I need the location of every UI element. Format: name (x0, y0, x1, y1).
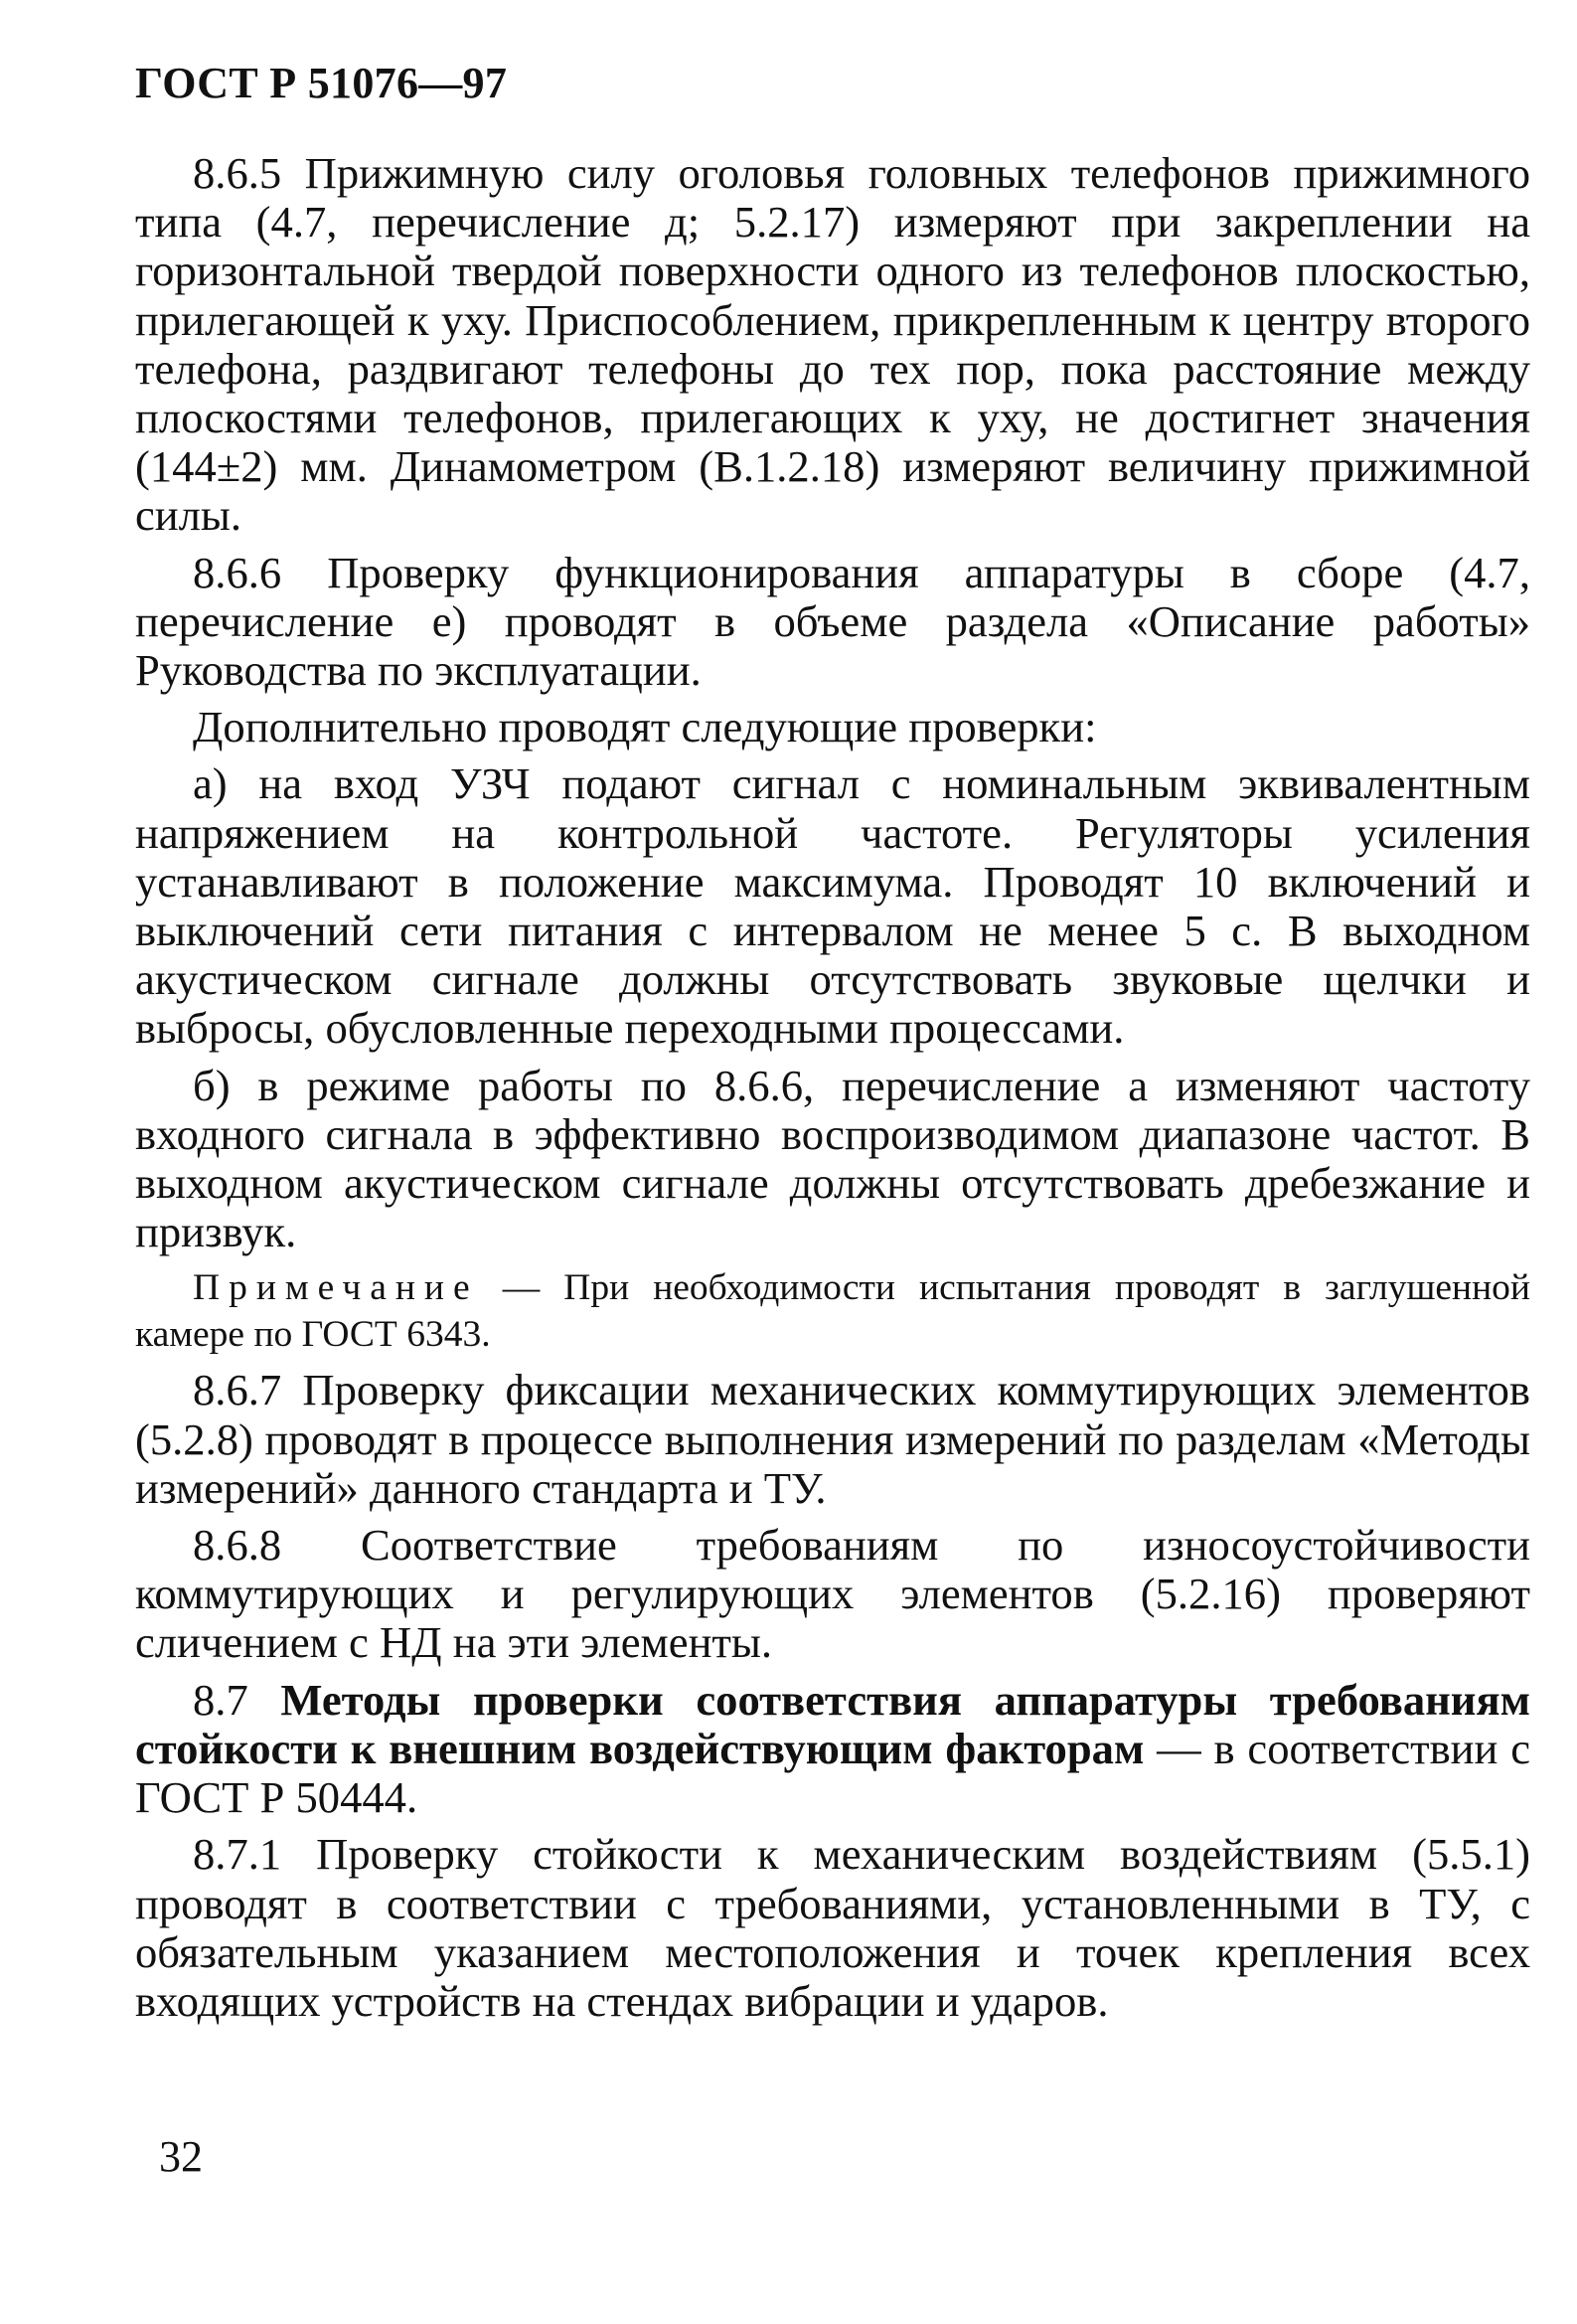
note (135, 1264, 1530, 1358)
standard-header: ГОСТ Р 51076—97 (135, 59, 508, 107)
paragraph-8-7-1: 8.7.1 Проверку стойкости к механическим воздействиям (5.5.1) проводят в соответствии с требованиями, установленными в ТУ, с обязательным указанием местоположения и точек крепления всех входящих устройств на стендах вибрации и ударов. (135, 1829, 1530, 2026)
note-label: Примечание (193, 1267, 479, 1309)
paragraph-8-6-8: 8.6.8 Соответствие требованиям по износоустойчивости коммутирующих и регулирующих элементов (5.2.16) проверяют сличением с НД на эти элементы. (135, 1520, 1530, 1668)
section-heading: Методы проверки соответствия аппаратуры требованиям стойкости к внешним воздействующим факторам (135, 1674, 1531, 1773)
paragraph-8-6-7: 8.6.7 Проверку фиксации механических коммутирующих элементов (5.2.8) проводят в процессе выполнения измерений по разделам «Методы измерений» данного стандарта и ТУ. (135, 1365, 1530, 1513)
paragraph-8-7 (135, 1676, 1530, 1823)
document-body (135, 149, 1530, 2026)
paragraph-check-b: б) в режиме работы по 8.6.6, перечисление а изменяют частоту входного сигнала в эффективно воспроизводимом диапазоне частот. В выходном акустическом сигнале должны отсутствовать дребезжание и призвук. (135, 1060, 1530, 1257)
paragraph-8-6-6: 8.6.6 Проверку функционирования аппаратуры в сборе (4.7, перечисление е) проводят в объеме раздела «Описание работы» Руководства по эксплуатации. (135, 547, 1530, 696)
paragraph-check-a: а) на вход УЗЧ подают сигнал с номинальным эквивалентным напряжением на контрольной частоте. Регуляторы усиления устанавливают в положение максимума. Проводят 10 включений и выключений сети питания с интервалом не менее 5 с. В выходном акустическом сигнале должны отсутствовать звуковые щелчки и выбросы, обусловленные переходными процессами. (135, 758, 1530, 1054)
paragraph-8-6-5: 8.6.5 Прижимную силу оголовья головных телефонов прижимного типа (4.7, перечисление д; 5.2.17) измеряют при закреплении на горизонтальной твердой поверхности одного из телефонов плоскостью, прилегающей к уху. Приспособлением, прикрепленным к центру второго телефона, раздвигают телефоны до тех пор, пока расстояние между плоскостями телефонов, прилегающих к уху, не достигнет значения (144±2) мм. Динамометром (В.1.2.18) измеряют величину прижимной силы. (135, 148, 1530, 541)
paragraph-additional-checks: Дополнительно проводят следующие проверки: (193, 702, 1097, 752)
page-number: 32 (159, 2132, 203, 2181)
section-heading-continuation: — в соответствии с ГОСТ Р 50444. (135, 1723, 1530, 1823)
section-number: 8.7 (193, 1674, 281, 1725)
note-text: — При необходимости испытания проводят в заглушенной камере по ГОСТ 6343. (135, 1267, 1530, 1356)
